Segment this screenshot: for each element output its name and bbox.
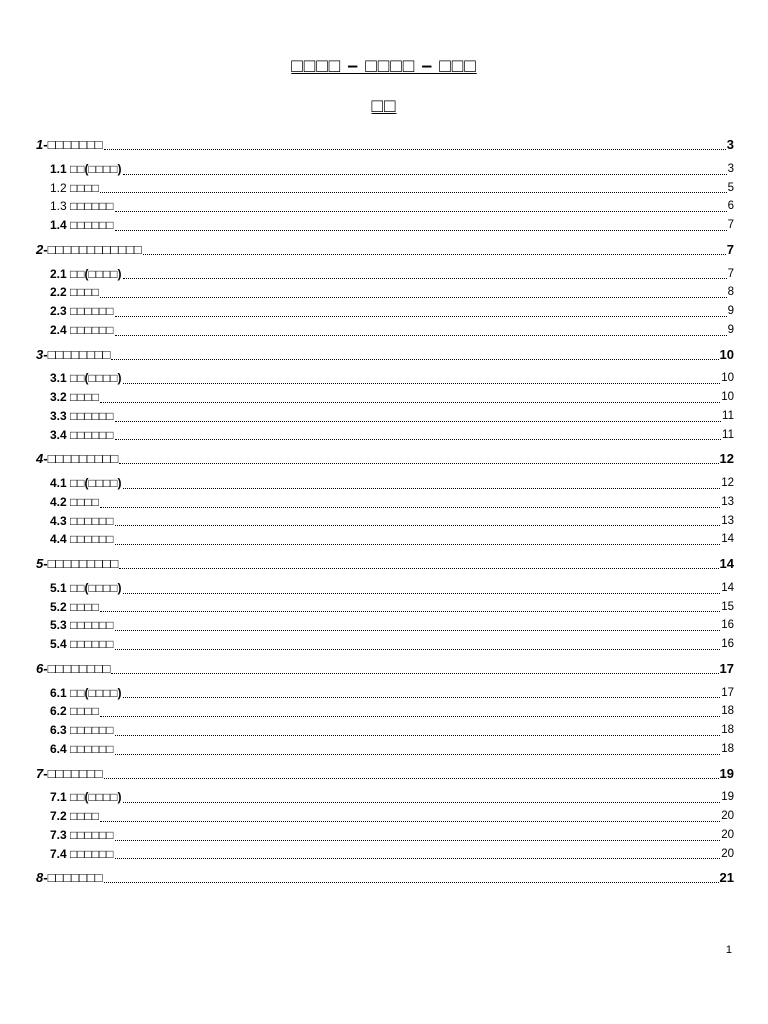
toc-dot-leader: [119, 567, 718, 569]
toc-section-page: 9: [727, 323, 734, 336]
toc-dot-leader: [115, 420, 722, 422]
toc-section-page: 6: [727, 200, 734, 213]
toc-section-number: 1.3: [50, 199, 67, 214]
toc-chapter-label: [36, 765, 103, 783]
toc-section-number: 7.1: [50, 790, 67, 805]
toc-chapter-label: [36, 346, 110, 364]
toc-section-label: [50, 616, 114, 635]
toc-section-number: 4.4: [50, 532, 67, 547]
toc-chapter-title: -□□□□□□□: [43, 765, 103, 781]
toc-section-title: □□□□□□: [70, 827, 114, 842]
toc-section-label: [50, 474, 122, 493]
toc-section-title: □□(□□□□): [70, 371, 122, 386]
toc-section-number: 5.3: [50, 618, 67, 633]
toc-section-title: □□(□□□□): [70, 685, 122, 700]
toc-dot-leader: [123, 173, 727, 175]
toc-section-label: [50, 826, 114, 845]
toc-dot-leader: [100, 506, 720, 508]
toc-chapter-number: 6: [36, 660, 44, 676]
toc-section-label: [50, 530, 114, 549]
toc-section-label: [50, 684, 122, 703]
toc-chapter-page: 17: [719, 660, 734, 676]
toc-chapter-title: -□□□□□□□: [43, 870, 103, 886]
toc-section-number: 7.4: [50, 846, 67, 861]
toc-section-page: 13: [721, 514, 734, 527]
toc-section-title: □□□□: [70, 180, 100, 195]
toc-section-label: [50, 598, 99, 617]
toc-dot-leader: [115, 524, 721, 526]
toc-dot-leader: [115, 734, 721, 736]
toc-chapter-title: -□□□□□□□□□: [43, 451, 119, 467]
toc-section-page: 9: [727, 305, 734, 318]
toc-chapter-entry[interactable]: [36, 869, 734, 887]
toc-chapter-label: [36, 136, 103, 154]
toc-section-page: 3: [727, 162, 734, 175]
toc-chapter-number: 1: [36, 137, 44, 152]
toc-section-entry[interactable]: [36, 426, 734, 445]
toc-section-number: 3.2: [50, 390, 67, 405]
toc-section-label: [50, 369, 122, 388]
toc-section-entry[interactable]: [36, 512, 734, 531]
toc-section-number: 5.4: [50, 637, 67, 652]
toc-chapter-page: 19: [719, 765, 734, 781]
toc-section-title: □□(□□□□): [70, 266, 122, 281]
toc-section-entry[interactable]: [36, 474, 734, 493]
toc-section-label: [50, 845, 114, 864]
toc-section-entry[interactable]: [36, 721, 734, 740]
document-title: □□□□ – □□□□ – □□□: [291, 56, 477, 77]
toc-section-label: [50, 512, 114, 531]
toc-chapter-entry[interactable]: [36, 765, 734, 783]
toc-section-title: □□□□□□: [70, 846, 114, 861]
toc-section-entry[interactable]: [36, 789, 734, 808]
toc-section-entry[interactable]: [36, 684, 734, 703]
toc-section-label: [50, 579, 122, 598]
toc-section-title: □□□□: [70, 599, 100, 614]
toc-dot-leader: [104, 777, 719, 779]
toc-section-entry[interactable]: [36, 579, 734, 598]
toc-section-page: 19: [721, 791, 734, 804]
toc-section-number: 2.1: [50, 266, 67, 281]
toc-section-entry[interactable]: [36, 197, 734, 216]
toc-section-page: 20: [721, 847, 734, 860]
toc-section-number: 6.3: [50, 723, 67, 738]
toc-dot-leader: [115, 315, 727, 317]
toc-section-page: 5: [727, 181, 734, 194]
toc-section-number: 2.2: [50, 285, 67, 300]
toc-section-number: 4.1: [50, 476, 67, 491]
toc-chapter-entry[interactable]: [36, 346, 734, 364]
toc-dot-leader: [115, 753, 721, 755]
toc-section-label: [50, 788, 122, 807]
toc-section-page: 18: [721, 742, 734, 755]
toc-section-number: 1.2: [50, 180, 67, 195]
toc-dot-leader: [100, 401, 720, 403]
toc-section-title: □□□□□□: [70, 741, 114, 756]
toc-dot-leader: [115, 629, 721, 631]
toc-chapter-label: [36, 869, 103, 887]
toc-section-title: □□□□: [70, 809, 100, 824]
toc-section-title: □□□□: [70, 390, 100, 405]
toc-section-entry[interactable]: [36, 160, 734, 179]
toc-section-title: □□□□□□: [70, 513, 114, 528]
toc-dot-leader: [115, 648, 721, 650]
toc-dot-leader: [100, 715, 720, 717]
toc-section-number: 2.3: [50, 304, 67, 319]
toc-chapter-entry[interactable]: [36, 660, 734, 678]
table-of-contents: [36, 136, 734, 893]
toc-chapter-block: [36, 346, 734, 445]
toc-chapter-block: [36, 450, 734, 549]
toc-section-page: 14: [721, 581, 734, 594]
toc-section-number: 5.2: [50, 599, 67, 614]
toc-section-page: 18: [721, 705, 734, 718]
toc-section-number: 3.3: [50, 408, 67, 423]
toc-section-label: [50, 321, 114, 340]
toc-section-page: 17: [721, 686, 734, 699]
toc-section-page: 20: [721, 828, 734, 841]
toc-section-number: 7.3: [50, 827, 67, 842]
toc-chapter-block: [36, 136, 734, 235]
toc-chapter-number: 7: [36, 765, 44, 781]
toc-section-label: [50, 407, 114, 426]
toc-dot-leader: [115, 438, 722, 440]
toc-section-title: □□□□□□: [70, 637, 114, 652]
toc-section-title: □□□□□□: [70, 618, 114, 633]
toc-section-label: [50, 179, 99, 198]
toc-section-title: □□□□□□: [70, 199, 114, 214]
toc-chapter-number: 3: [36, 346, 44, 362]
toc-chapter-title: -□□□□□□□□: [43, 660, 111, 676]
toc-chapter-title: -□□□□□□□□: [43, 346, 111, 362]
toc-chapter-number: 2: [36, 241, 44, 257]
toc-section-entry[interactable]: [36, 635, 734, 654]
toc-dot-leader: [115, 210, 727, 212]
toc-chapter-label: [36, 241, 142, 259]
toc-chapter-page: 12: [719, 451, 734, 467]
toc-dot-leader: [123, 487, 721, 489]
toc-section-label: [50, 721, 114, 740]
toc-section-entry[interactable]: [36, 702, 734, 721]
toc-section-label: [50, 807, 99, 826]
toc-section-entry[interactable]: [36, 283, 734, 302]
toc-section-entry[interactable]: [36, 740, 734, 759]
toc-chapter-page: 14: [719, 556, 734, 571]
toc-section-number: 1.4: [50, 218, 67, 233]
toc-section-page: 11: [722, 409, 734, 422]
toc-section-label: [50, 197, 114, 216]
toc-section-number: 6.2: [50, 704, 67, 719]
toc-section-title: □□(□□□□): [70, 161, 122, 176]
toc-dot-leader: [104, 881, 719, 883]
toc-dot-leader: [115, 334, 727, 336]
toc-chapter-block: [36, 869, 734, 887]
toc-section-entry[interactable]: [36, 530, 734, 549]
toc-section-entry[interactable]: [36, 179, 734, 198]
toc-chapter-entry[interactable]: [36, 555, 734, 573]
toc-section-title: □□□□□□: [70, 408, 114, 423]
toc-section-entry[interactable]: [36, 845, 734, 864]
toc-section-page: 8: [727, 286, 734, 299]
toc-chapter-page: 7: [726, 241, 734, 257]
toc-section-page: 20: [721, 810, 734, 823]
toc-section-page: 15: [721, 600, 734, 613]
toc-section-number: 4.3: [50, 513, 67, 528]
toc-section-number: 5.1: [50, 580, 67, 595]
toc-dot-leader: [123, 801, 721, 803]
toc-dot-leader: [115, 229, 727, 231]
toc-section-page: 16: [721, 619, 734, 632]
toc-chapter-number: 4: [36, 451, 44, 467]
toc-chapter-page: 3: [726, 137, 734, 152]
toc-section-entry[interactable]: [36, 388, 734, 407]
toc-section-title: □□□□: [70, 285, 100, 300]
toc-section-page: 13: [721, 495, 734, 508]
toc-chapter-block: [36, 241, 734, 340]
toc-section-entry[interactable]: [36, 370, 734, 389]
toc-section-entry[interactable]: [36, 321, 734, 340]
toc-section-label: [50, 702, 99, 721]
toc-dot-leader: [123, 696, 721, 698]
toc-section-title: □□(□□□□): [70, 476, 122, 491]
toc-chapter-label: [36, 555, 118, 573]
toc-section-entry[interactable]: [36, 302, 734, 321]
toc-section-label: [50, 283, 99, 302]
toc-dot-leader: [100, 191, 727, 193]
toc-section-number: 3.1: [50, 371, 67, 386]
toc-section-page: 10: [721, 372, 734, 385]
toc-section-entry[interactable]: [36, 407, 734, 426]
toc-dot-leader: [100, 296, 727, 298]
toc-section-number: 6.4: [50, 741, 67, 756]
toc-section-label: [50, 493, 99, 512]
toc-dot-leader: [111, 358, 718, 360]
toc-chapter-number: 8: [36, 870, 44, 886]
toc-chapter-block: [36, 660, 734, 759]
toc-chapter-title: -□□□□□□□: [43, 137, 103, 152]
toc-section-page: 12: [721, 477, 734, 490]
toc-section-page: 14: [721, 533, 734, 546]
toc-section-label: [50, 426, 114, 445]
toc-section-title: □□□□□□: [70, 322, 114, 337]
toc-dot-leader: [123, 382, 721, 384]
toc-section-page: 7: [727, 219, 734, 232]
toc-section-label: [50, 216, 114, 235]
toc-section-number: 3.4: [50, 427, 67, 442]
toc-chapter-entry[interactable]: [36, 450, 734, 468]
toc-chapter-block: [36, 555, 734, 654]
toc-section-title: □□□□: [70, 704, 100, 719]
toc-dot-leader: [104, 148, 726, 150]
toc-section-label: [50, 388, 99, 407]
toc-section-title: □□□□□□: [70, 304, 114, 319]
toc-chapter-number: 5: [36, 556, 44, 571]
toc-dot-leader: [123, 277, 727, 279]
toc-section-number: 4.2: [50, 494, 67, 509]
toc-section-number: 6.1: [50, 685, 67, 700]
toc-dot-leader: [100, 610, 720, 612]
toc-section-entry[interactable]: [36, 826, 734, 845]
toc-dot-leader: [115, 839, 721, 841]
toc-chapter-label: [36, 450, 118, 468]
toc-chapter-page: 10: [719, 346, 734, 362]
toc-section-page: 11: [722, 428, 734, 441]
toc-section-number: 2.4: [50, 322, 67, 337]
toc-dot-leader: [111, 672, 718, 674]
toc-section-label: [50, 265, 122, 284]
toc-section-entry[interactable]: [36, 616, 734, 635]
toc-section-page: 16: [721, 638, 734, 651]
toc-section-title: □□(□□□□): [70, 580, 122, 595]
toc-section-label: [50, 740, 114, 759]
toc-section-number: 7.2: [50, 809, 67, 824]
toc-section-title: □□□□□□: [70, 723, 114, 738]
toc-chapter-entry[interactable]: [36, 136, 734, 154]
toc-chapter-page: 21: [719, 870, 734, 886]
toc-section-entry[interactable]: [36, 807, 734, 826]
toc-chapter-block: [36, 765, 734, 864]
toc-dot-leader: [115, 857, 721, 859]
toc-section-title: □□□□□□: [70, 532, 114, 547]
toc-section-label: [50, 160, 122, 179]
toc-section-page: 18: [721, 724, 734, 737]
document-subtitle: □□: [371, 96, 397, 117]
toc-section-page: 7: [727, 267, 734, 280]
toc-dot-leader: [115, 543, 721, 545]
toc-section-title: □□□□□□: [70, 427, 114, 442]
toc-section-label: [50, 635, 114, 654]
toc-section-entry[interactable]: [36, 598, 734, 617]
toc-section-entry[interactable]: [36, 265, 734, 284]
toc-section-number: 1.1: [50, 161, 67, 176]
page-number: 1: [725, 944, 732, 956]
toc-dot-leader: [119, 462, 718, 464]
toc-section-entry[interactable]: [36, 493, 734, 512]
toc-dot-leader: [123, 592, 721, 594]
toc-section-entry[interactable]: [36, 216, 734, 235]
toc-chapter-title: -□□□□□□□□□□□□: [43, 241, 142, 257]
toc-section-label: [50, 302, 114, 321]
toc-dot-leader: [143, 253, 726, 255]
toc-dot-leader: [100, 820, 720, 822]
toc-chapter-label: [36, 660, 110, 678]
toc-chapter-title: -□□□□□□□□□: [43, 556, 119, 571]
toc-section-title: □□(□□□□): [70, 790, 122, 805]
toc-chapter-entry[interactable]: [36, 241, 734, 259]
toc-section-page: 10: [721, 391, 734, 404]
toc-section-title: □□□□: [70, 494, 100, 509]
toc-section-title: □□□□□□: [70, 218, 114, 233]
